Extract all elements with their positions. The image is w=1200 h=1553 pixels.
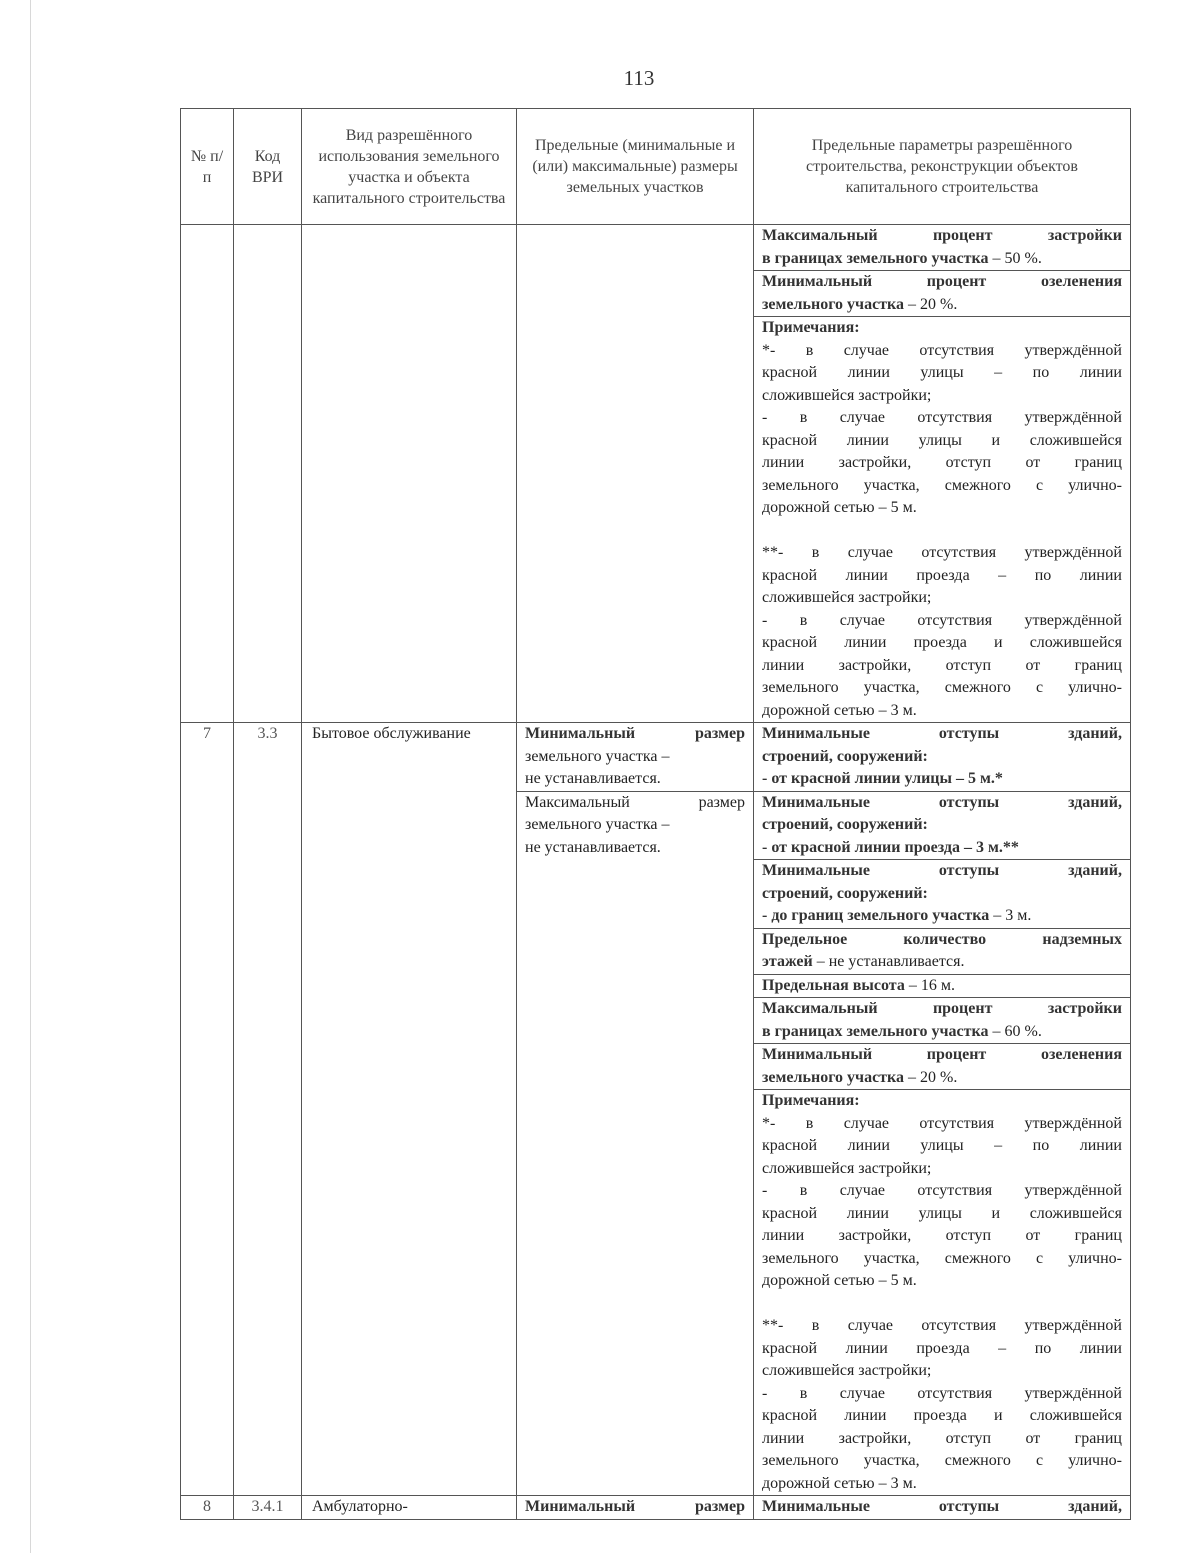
param-min-greenery: Минимальный процент озеленения земельного участка – 20 %. <box>754 271 1131 317</box>
param-notes: Примечания: *- в случае отсутствия утверждённой красной линии улицы – по линии сложившейся застройки; - в случае отсутствия утверждённой красной линии улицы и сложившейся линии застройки, отступ от границ земельного участка, смежного с улично- дорожной сетью – 5 м. **- в случае отсутствия утверждённой красной линии проезда – по линии сложившейся застройки; - в случае отсутствия утверждённой красной линии проезда и сложившейся линии застройки, отступ от границ земельного участка, смежного с улично- дорожной сетью – 3 м. <box>754 1090 1131 1496</box>
cell-code-cont <box>234 225 302 723</box>
param-floors: Предельное количество надземных этажей – не устанавливается. <box>754 928 1131 974</box>
param-setback: Минимальные отступы зданий, <box>754 1496 1131 1520</box>
page-number: 113 <box>623 66 655 90</box>
param-setback-driveway: Минимальные отступы зданий, строений, сооружений: - от красной линии проезда – 3 м.** <box>754 791 1131 860</box>
cell-min-size: Минимальный размер <box>517 1496 754 1520</box>
param-setback-boundary: Минимальные отступы зданий, строений, сооружений: - до границ земельного участка – 3 м. <box>754 860 1131 929</box>
cell-code: 3.4.1 <box>234 1496 302 1520</box>
header-size: Предельные (минимальные и (или) максимальные) размеры земельных участков <box>517 109 754 225</box>
cell-num-cont <box>181 225 234 723</box>
cell-num: 8 <box>181 1496 234 1520</box>
regulations-table <box>180 108 1131 1520</box>
cell-use-cont <box>302 225 517 723</box>
header-code: Код ВРИ <box>234 109 302 225</box>
cell-max-size: Максимальный размер земельного участка – не устанавливается. <box>517 791 754 1496</box>
page-margin-line <box>30 0 31 1553</box>
cell-size-cont <box>517 225 754 723</box>
cell-use: Амбулаторно- <box>302 1496 517 1520</box>
param-notes: Примечания: *- в случае отсутствия утверждённой красной линии улицы – по линии сложившейся застройки; - в случае отсутствия утверждённой красной линии улицы и сложившейся линии застройки, отступ от границ земельного участка, смежного с улично- дорожной сетью – 5 м. **- в случае отсутствия утверждённой красной линии проезда – по линии сложившейся застройки; - в случае отсутствия утверждённой красной линии проезда и сложившейся линии застройки, отступ от границ земельного участка, смежного с улично- дорожной сетью – 3 м. <box>754 317 1131 723</box>
param-setback-street: Минимальные отступы зданий, строений, сооружений: - от красной линии улицы – 5 м.* <box>754 723 1131 792</box>
header-use: Вид разрешённого использования земельного участка и объекта капитального строительства <box>302 109 517 225</box>
param-height: Предельная высота – 16 м. <box>754 974 1131 998</box>
cell-code: 3.3 <box>234 723 302 1496</box>
table-row <box>181 723 1131 792</box>
param-min-greenery: Минимальный процент озеленения земельного участка – 20 %. <box>754 1044 1131 1090</box>
table-row-continued <box>181 225 1131 271</box>
cell-num: 7 <box>181 723 234 1496</box>
table-header-row <box>181 109 1131 225</box>
header-params: Предельные параметры разрешённого строительства, реконструкции объектов капитального строительства <box>754 109 1131 225</box>
param-max-coverage: Максимальный процент застройки в границах земельного участка – 60 %. <box>754 998 1131 1044</box>
header-num: № п/п <box>181 109 234 225</box>
cell-min-size: Минимальный размер земельного участка – не устанавливается. <box>517 723 754 792</box>
cell-use: Бытовое обслуживание <box>302 723 517 1496</box>
table-row <box>181 1496 1131 1520</box>
param-max-coverage: Максимальный процент застройки в границах земельного участка – 50 %. <box>754 225 1131 271</box>
